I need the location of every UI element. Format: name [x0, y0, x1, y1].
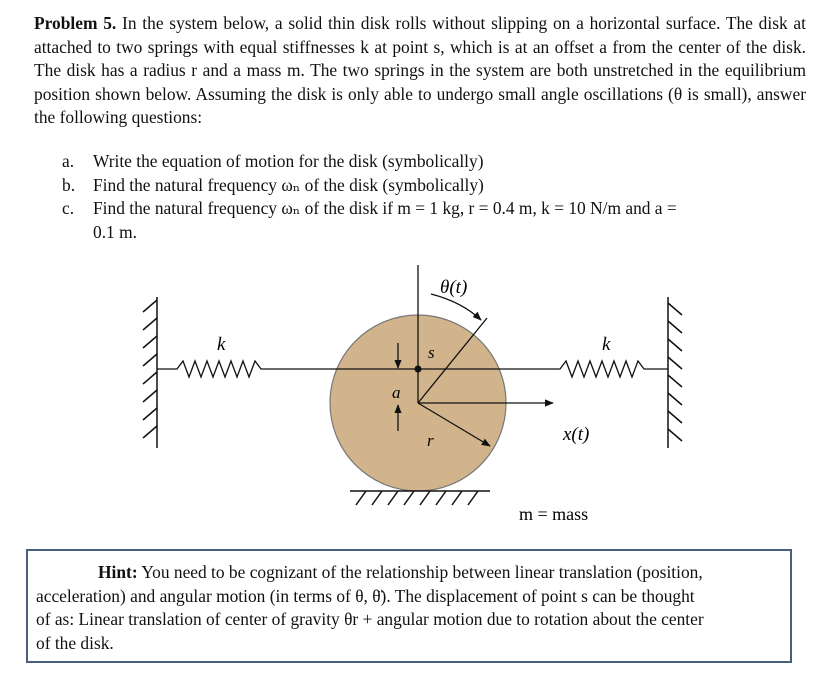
- question-b: [62, 174, 810, 198]
- problem-statement: [34, 12, 806, 130]
- question-c-continuation: 0.1 m.: [93, 221, 137, 242]
- point-s: [415, 366, 422, 373]
- question-text: Write the equation of motion for the disk (symbolically): [93, 151, 484, 171]
- question-a: [62, 150, 810, 174]
- offset-label: a: [392, 383, 401, 402]
- hint-line-4: of the disk.: [36, 632, 114, 653]
- hint-label: Hint:: [98, 562, 138, 582]
- mass-label: m = mass: [519, 504, 589, 524]
- hint-line-2: acceleration) and angular motion (in terms of θ, θ̈). The displacement of point s can be thought: [36, 585, 695, 606]
- displacement-label: x(t): [563, 424, 590, 445]
- left-wall: [143, 297, 157, 448]
- hint-box: [26, 549, 792, 663]
- problem-text: In the system below, a solid thin disk rolls without slipping on a horizontal surface. The disk at attached to two springs with equal stiffnesses k at point s, which is at an offset a from the center of the disk. The disk has a radius r and a mass m. The two springs in the system are both unstretched in the equilibrium position shown below. Assuming the disk is only able to undergo small angle oscillations (θ is small), answer the following questions:: [34, 13, 806, 127]
- question-c: [62, 197, 810, 221]
- hint-line-1: [36, 561, 782, 585]
- question-text: Find the natural frequency ωₙ of the disk (symbolically): [93, 174, 484, 195]
- spring-right-label: k: [602, 334, 611, 355]
- question-letter: b.: [62, 174, 76, 195]
- hint-text-1: You need to be cognizant of the relationship between linear translation (position,: [141, 562, 703, 582]
- problem-label: Problem 5.: [34, 13, 117, 33]
- question-letter: a.: [62, 151, 75, 171]
- spring-left-label: k: [217, 334, 226, 355]
- hint-line-3: of as: Linear translation of center of gravity θr + angular motion due to rotation about the center: [36, 609, 704, 629]
- ground: [350, 491, 490, 505]
- right-wall: [668, 297, 682, 448]
- question-letter: c.: [62, 198, 75, 218]
- point-s-label: s: [428, 343, 435, 362]
- radius-label: r: [427, 431, 434, 450]
- question-text: Find the natural frequency ωₙ of the disk if m = 1 kg, r = 0.4 m, k = 10 N/m and a =: [93, 198, 677, 218]
- question-list: [62, 150, 810, 244]
- theta-label: θ(t): [440, 277, 468, 298]
- disk-spring-diagram: [0, 250, 839, 540]
